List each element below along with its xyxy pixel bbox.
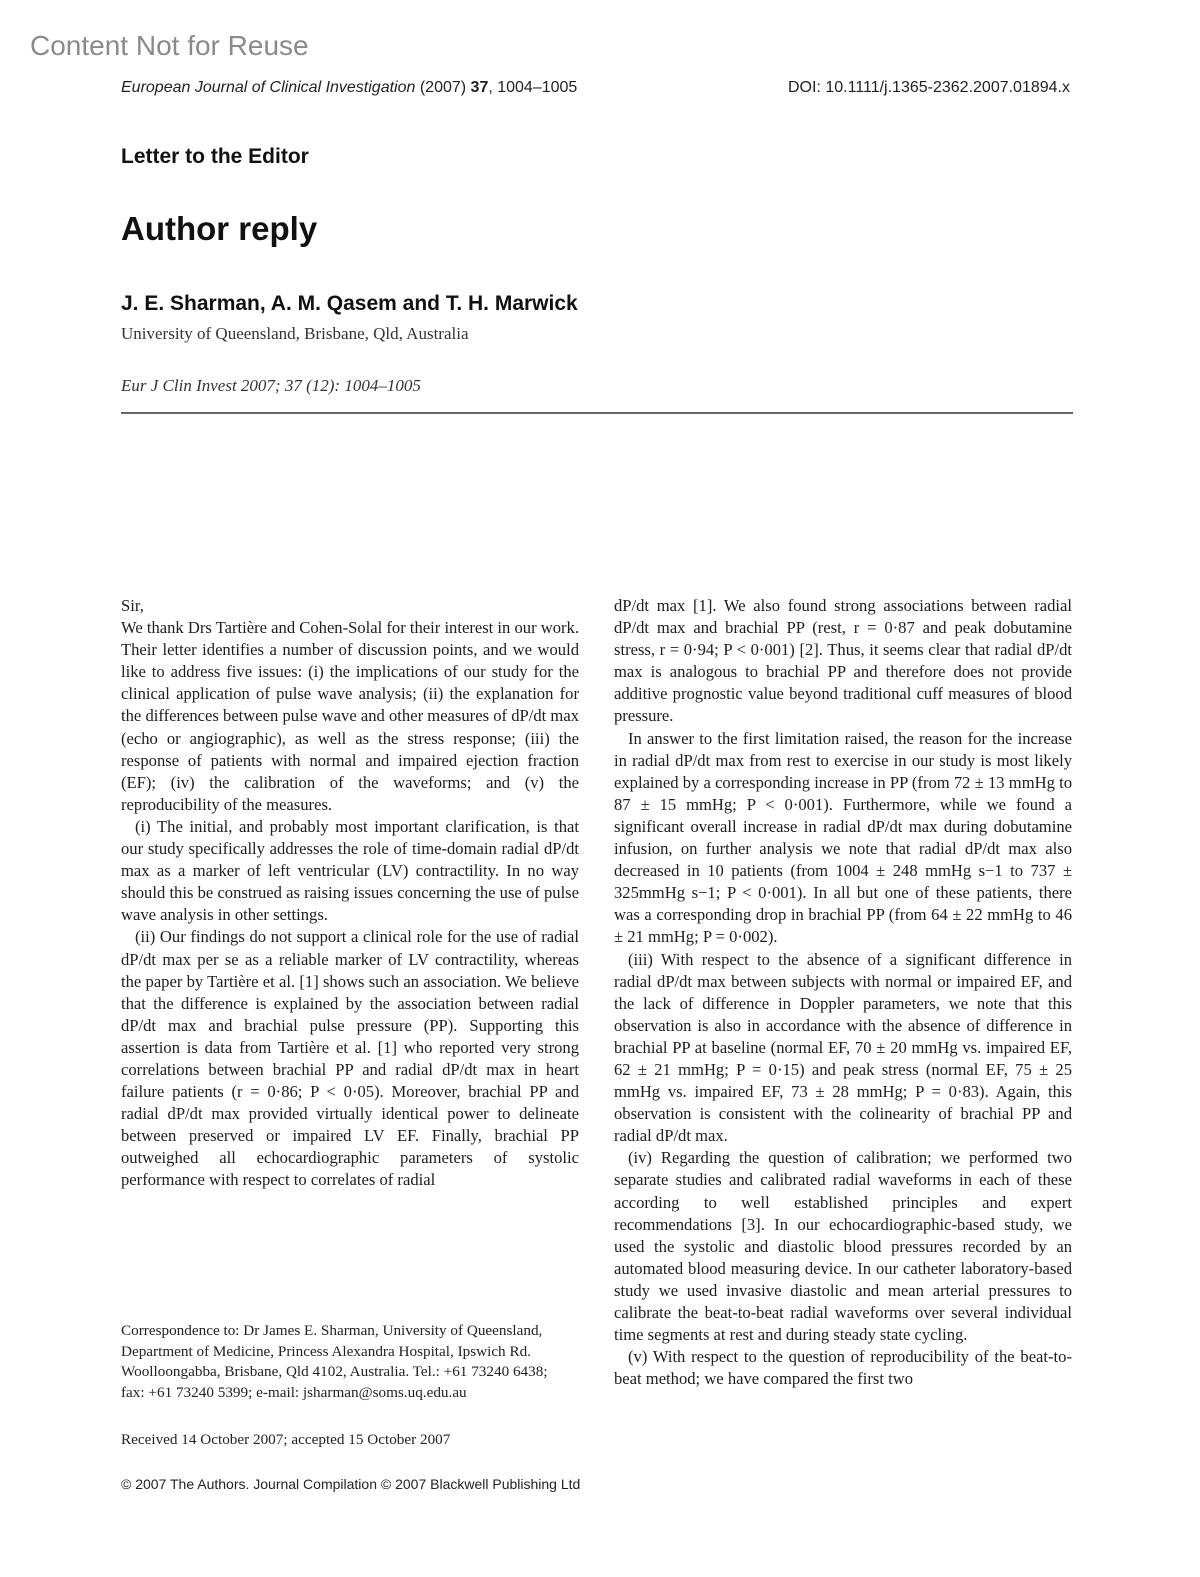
doi: DOI: 10.1111/j.1365-2362.2007.01894.x [788,79,1070,96]
journal-volume: 37 [470,79,489,96]
received-date: Received 14 October 2007; accepted 15 October 2007 [121,1431,451,1448]
paragraph: (v) With respect to the question of reproducibility of the beat-to-beat method; we have compared the first two [614,1347,1072,1389]
paragraph: (i) The initial, and probably most important clarification, is that our study specifically addresses the role of time-domain radial dP/dt max as a marker of left ventricular (LV) contractility. In no way should this be construed as raising issues concerning the use of pulse wave analysis in other settings. [121,816,579,925]
watermark: Content Not for Reuse [30,30,309,61]
paragraph: dP/dt max [1]. We also found strong associations between radial dP/dt max and brachial PP (rest, r = 0·87 and peak dobutamine stress, r = 0·94; P < 0·001) [2]. Thus, it seems clear that radial dP/dt max is analogous to brachial PP and therefore does not provide additive prognostic value beyond traditional cuff measures of blood pressure. [614,596,1072,726]
section-label: Letter to the Editor [121,145,309,168]
salutation: Sir, [121,596,144,615]
paragraph: In answer to the first limitation raised, the reason for the increase in radial dP/dt max from rest to exercise in our study is most likely explained by a corresponding increase in PP (from 72 ± 13 mmHg to 87 ± 15 mmHg; P < 0·001). Furthermore, while we found a significant overall increase in radial dP/dt max during dobutamine infusion, on further analysis we note that radial dP/dt max also decreased in 10 patients (from 1004 ± 248 mmHg s−1 to 737 ± 325mmHg s−1; P < 0·001). In all but one of these patients, there was a corresponding drop in brachial PP (from 64 ± 22 mmHg to 46 ± 21 mmHg; P = 0·002). [614,728,1072,947]
citation: Eur J Clin Invest 2007; 37 (12): 1004–1005 [121,376,421,395]
copyright-footer: © 2007 The Authors. Journal Compilation © 2007 Blackwell Publishing Ltd [121,1476,581,1492]
journal-header [121,79,577,97]
page-title: Author reply [121,210,318,247]
paragraph: (iii) With respect to the absence of a significant difference in radial dP/dt max between subjects with normal or impaired EF, and the lack of difference in Doppler parameters, we note that this observation is also in accordance with the absence of difference in brachial PP at baseline (normal EF, 70 ± 20 mmHg vs. impaired EF, 62 ± 21 mmHg; P = 0·15) and peak stress (normal EF, 75 ± 25 mmHg vs. impaired EF, 73 ± 28 mmHg; P = 0·83). Again, this observation is consistent with the colinearity of brachial PP and radial dP/dt max. [614,949,1072,1146]
paragraph: (iv) Regarding the question of calibration; we performed two separate studies and calibrated radial waveforms in each of these according to well established principles and expert recommendations [3]. In our echocardiographic-based study, we used the systolic and diastolic blood pressures recorded by an automated blood measuring device. In our catheter laboratory-based study we used invasive diastolic and mean arterial pressures to calibrate the beat-to-beat radial waveforms over several individual time segments at rest and during steady state cycling. [614,1148,1072,1345]
header-divider [121,412,1073,414]
paragraph: (ii) Our findings do not support a clinical role for the use of radial dP/dt max per se as a reliable marker of LV contractility, whereas the paper by Tartière et al. [1] shows such an association. We believe that the difference is explained by the association between radial dP/dt max and brachial pulse pressure (PP). Supporting this assertion is data from Tartière et al. [1] who reported very strong correlations between brachial PP and radial dP/dt max in heart failure patients (r = 0·86; P < 0·05). Moreover, brachial PP and radial dP/dt max provided virtually identical power to delineate between preserved or impaired LV EF. Finally, brachial PP outweighed all echocardiographic parameters of systolic performance with respect to correlates of radial [121,927,579,1190]
affiliation: University of Queensland, Brisbane, Qld, Australia [121,324,469,343]
journal-name: European Journal of Clinical Investigation [121,79,416,96]
right-column [614,595,1072,1390]
journal-pages: , 1004–1005 [488,79,578,96]
authors: J. E. Sharman, A. M. Qasem and T. H. Marwick [121,292,578,315]
correspondence: Correspondence to: Dr James E. Sharman, University of Queensland, Department of Medicine, Princess Alexandra Hospital, Ipswich Rd. Woolloongabba, Brisbane, Qld 4102, Australia. Tel.: +61 73240 6438; fax: +61 73240 5399; e-mail: jsharman@soms.uq.edu.au [121,1322,548,1401]
left-column [121,595,579,1192]
journal-year: (2007) [415,79,471,96]
paragraph: We thank Drs Tartière and Cohen-Solal for their interest in our work. Their letter identifies a number of discussion points, and we would like to address five issues: (i) the implications of our study for the clinical application of pulse wave analysis; (ii) the explanation for the differences between pulse wave and other measures of dP/dt max (echo or angiographic), as well as the stress response; (iii) the response of patients with normal and impaired ejection fraction (EF); (iv) the calibration of the waveforms; and (v) the reproducibility of the measures. [121,618,580,814]
